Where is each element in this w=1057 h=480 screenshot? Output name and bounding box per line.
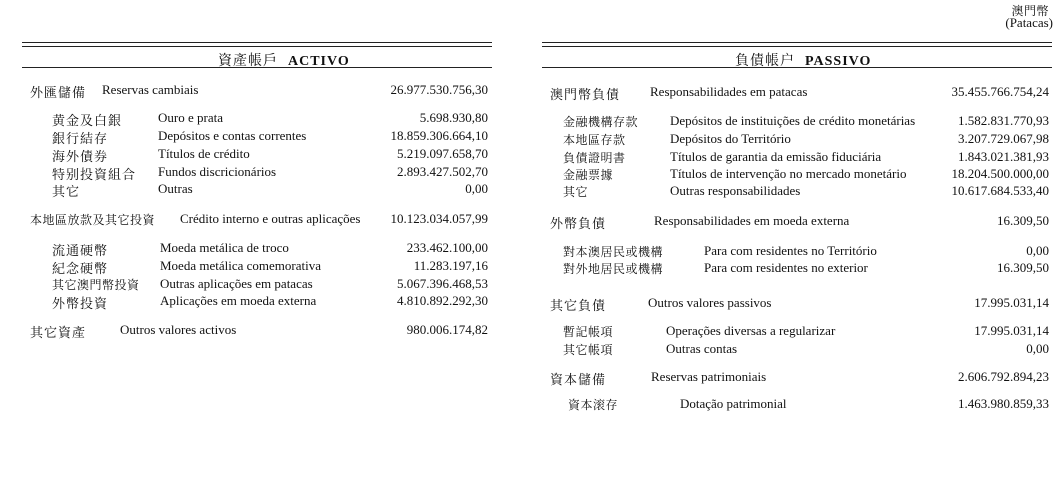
foreign-liab-pt: Responsabilidades em moeda externa [654,213,850,228]
row-zh: 特别投資組合 [52,168,137,183]
row-value: 233.462.100,00 [406,240,488,255]
reserves-zh: 外匯儲備 [30,86,87,101]
row-zh: 本地區存款 [563,133,626,147]
row-zh: 海外債券 [52,150,109,165]
activo-rule-2 [22,46,492,47]
row-zh: 其它 [563,185,589,199]
row-value: 2.893.427.502,70 [397,164,488,179]
row-pt: Títulos de crédito [158,146,250,161]
other-liab-value: 17.995.031,14 [974,295,1049,310]
row-value: 3.207.729.067,98 [958,131,1049,146]
activo-header-pt: ACTIVO [288,54,350,69]
row-pt: Outras aplicações em patacas [160,276,313,291]
row-value: 17.995.031,14 [974,323,1049,338]
row-value: 0,00 [1026,243,1049,258]
row-value: 1.582.831.770,93 [958,113,1049,128]
row-zh: 暫記帳項 [563,325,614,339]
row-pt: Outras [158,181,193,196]
row-zh: 銀行結存 [52,132,109,147]
row-zh: 其它帳項 [563,343,614,357]
row-pt: Depósitos de instituições de crédito monetárias [670,113,916,128]
row-pt: Para com residentes no exterior [704,260,868,275]
row-value: 1.843.021.381,93 [958,149,1049,164]
passivo-header-zh: 負債帳户 [735,53,795,69]
patacas-liab-zh: 澳門幣負債 [550,88,621,103]
row-value: 16.309,50 [997,260,1049,275]
row-zh: 其它 [52,185,81,200]
row-pt: Fundos discricionários [158,164,277,179]
patacas-liab-value: 35.455.766.754,24 [951,84,1049,99]
row-pt: Ouro e prata [158,110,223,125]
row-pt: Depósitos e contas correntes [158,128,307,143]
row-pt: Outras contas [666,341,738,356]
row-pt: Moeda metálica de troco [160,240,289,255]
row-zh: 對本澳居民或機構 [563,245,664,259]
reserves-value: 26.977.530.756,30 [390,82,488,97]
row-value: 4.810.892.292,30 [397,293,488,308]
activo-top-rule [22,42,492,43]
passivo-header [735,50,871,70]
row-zh: 負債證明書 [563,151,626,165]
row-value: 0,00 [465,181,488,196]
other-assets-zh: 其它資產 [30,326,87,341]
row-pt: Para com residentes no Território [704,243,877,258]
row-pt: Outras responsabilidades [670,183,801,198]
row-zh: 其它澳門幣投資 [52,278,140,292]
foreign-liab-zh: 外幣負債 [550,217,607,232]
row-zh: 金融票據 [563,168,614,182]
row-pt: Títulos de garantia da emissão fiduciária [670,149,882,164]
row-value: 11.283.197,16 [413,258,488,273]
row-pt: Títulos de intervenção no mercado monetário [670,166,907,181]
passivo-top-rule [542,42,1052,43]
row-value: 5.698.930,80 [419,110,488,125]
row-pt: Depósitos do Território [670,131,791,146]
foreign-liab-value: 16.309,50 [997,213,1049,228]
row-value: 10.617.684.533,40 [951,183,1049,198]
currency-pt: (Patacas) [1005,15,1053,30]
row-pt: Operações diversas a regularizar [666,323,836,338]
row-zh: 紀念硬幣 [52,262,109,277]
equity-zh: 資本儲備 [550,373,607,388]
other-assets-value: 980.006.174,82 [406,322,488,337]
row-zh: 金融機構存款 [563,115,639,129]
row-zh: 黄金及白銀 [52,114,123,129]
reserves-pt: Reservas cambiais [102,82,199,97]
row-value: 5.067.396.468,53 [397,276,488,291]
activo-header [218,50,350,70]
row-pt: Aplicações em moeda externa [160,293,317,308]
row-value: 18.859.306.664,10 [390,128,488,143]
activo-header-zh: 資產帳戶 [218,53,278,69]
other-liab-zh: 其它負債 [550,299,607,314]
row-zh: 流通硬幣 [52,244,109,259]
other-liab-pt: Outros valores passivos [648,295,772,310]
row-value: 1.463.980.859,33 [958,396,1049,411]
credit-zh: 本地區放款及其它投資 [30,213,156,227]
passivo-rule-2 [542,46,1052,47]
row-zh: 資本滚存 [568,398,619,412]
other-assets-pt: Outros valores activos [120,322,237,337]
patacas-liab-pt: Responsabilidades em patacas [650,84,808,99]
credit-value: 10.123.034.057,99 [390,211,488,226]
credit-pt: Crédito interno e outras aplicações [180,211,361,226]
currency-zh: 澳門幣 [1011,4,1049,18]
equity-pt: Reservas patrimoniais [651,369,767,384]
row-value: 5.219.097.658,70 [397,146,488,161]
row-pt: Dotação patrimonial [680,396,787,411]
row-value: 0,00 [1026,341,1049,356]
equity-value: 2.606.792.894,23 [958,369,1049,384]
row-zh: 外幣投資 [52,297,109,312]
row-value: 18.204.500.000,00 [951,166,1049,181]
row-zh: 對外地居民或機構 [563,262,664,276]
passivo-header-pt: PASSIVO [805,54,872,69]
row-pt: Moeda metálica comemorativa [160,258,321,273]
